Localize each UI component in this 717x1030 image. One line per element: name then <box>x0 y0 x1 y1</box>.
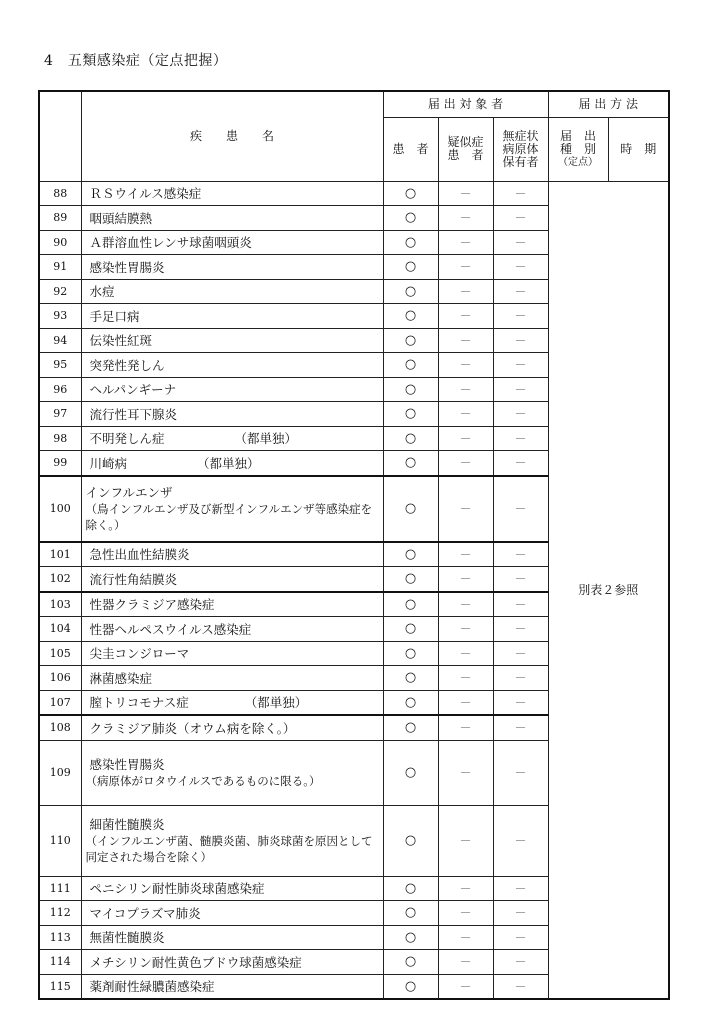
suspected-mark: － <box>438 255 493 280</box>
carrier-mark: － <box>493 901 548 926</box>
disease-note: （インフルエンザ菌、髄膜炎菌、肺炎球菌を原因として同定された場合を除く） <box>85 833 373 864</box>
patient-mark: ○ <box>383 542 438 567</box>
patient-mark: ○ <box>383 974 438 999</box>
row-number: 101 <box>39 542 81 567</box>
disease-name: 性器ヘルペスウイルス感染症 <box>89 621 252 637</box>
patient-mark: ○ <box>383 206 438 231</box>
disease-name-cell <box>81 805 383 876</box>
disease-name: 突発性発しん <box>89 357 165 373</box>
suspected-mark: － <box>438 805 493 876</box>
method-note: 別表２参照 <box>548 181 669 999</box>
carrier-mark: － <box>493 592 548 617</box>
suspected-mark: － <box>438 402 493 427</box>
carrier-mark: － <box>493 353 548 378</box>
disease-name-cell <box>81 255 383 280</box>
suspected-mark: － <box>438 328 493 353</box>
patient-mark: ○ <box>383 255 438 280</box>
row-number: 115 <box>39 974 81 999</box>
disease-name-cell <box>81 715 383 740</box>
disease-name-cell <box>81 592 383 617</box>
carrier-mark: － <box>493 666 548 691</box>
report-type-line2: 種 別 <box>559 141 596 156</box>
suspected-mark: － <box>438 666 493 691</box>
row-number: 102 <box>39 567 81 592</box>
disease-name: マイコプラズマ肺炎 <box>89 905 201 921</box>
disease-name: ＲＳウイルス感染症 <box>89 186 202 202</box>
row-number: 110 <box>39 805 81 876</box>
patient-mark: ○ <box>383 426 438 451</box>
disease-name: 淋菌感染症 <box>89 670 153 686</box>
disease-name-cell <box>81 666 383 691</box>
patient-mark: ○ <box>383 805 438 876</box>
disease-name: 感染性胃腸炎 <box>89 756 165 772</box>
disease-name-cell <box>81 230 383 255</box>
disease-name-cell <box>81 402 383 427</box>
row-number: 108 <box>39 715 81 740</box>
disease-name-cell <box>81 690 383 715</box>
row-number: 107 <box>39 690 81 715</box>
row-number: 90 <box>39 230 81 255</box>
carrier-mark: － <box>493 279 548 304</box>
row-number: 91 <box>39 255 81 280</box>
suspected-mark: － <box>438 230 493 255</box>
row-number: 96 <box>39 377 81 402</box>
carrier-mark: － <box>493 230 548 255</box>
patient-mark: ○ <box>383 617 438 642</box>
disease-name-cell <box>81 641 383 666</box>
disease-note: （病原体がロタウイルスであるものに限る。） <box>85 773 321 788</box>
carrier-mark: － <box>493 542 548 567</box>
suspected-mark: － <box>438 476 493 542</box>
disease-name: 尖圭コンジローマ <box>89 646 190 662</box>
patient-mark: ○ <box>383 666 438 691</box>
disease-name-cell <box>81 476 383 542</box>
carrier-mark: － <box>493 690 548 715</box>
num-header <box>39 91 81 181</box>
report-type-header <box>548 117 608 181</box>
carrier-mark: － <box>493 715 548 740</box>
row-number: 95 <box>39 353 81 378</box>
carrier-mark: － <box>493 567 548 592</box>
suspected-mark: － <box>438 377 493 402</box>
disease-name-cell <box>81 426 383 451</box>
disease-name: ペニシリン耐性肺炎球菌感染症 <box>89 881 265 897</box>
patient-mark: ○ <box>383 567 438 592</box>
carrier-mark: － <box>493 641 548 666</box>
carrier-mark: － <box>493 740 548 805</box>
disease-name: 水痘 <box>89 284 115 300</box>
disease-name-cell <box>81 451 383 476</box>
suspected-mark: － <box>438 925 493 950</box>
row-number: 94 <box>39 328 81 353</box>
disease-name-cell <box>81 353 383 378</box>
carrier-mark: － <box>493 181 548 206</box>
row-number: 104 <box>39 617 81 642</box>
patient-mark: ○ <box>383 377 438 402</box>
suspected-mark: － <box>438 617 493 642</box>
disease-name: 流行性角結膜炎 <box>89 571 178 587</box>
disease-name-cell <box>81 740 383 805</box>
disease-name-cell <box>81 567 383 592</box>
disease-name: Ａ群溶血性レンサ球菌咽頭炎 <box>89 235 252 251</box>
patient-mark: ○ <box>383 715 438 740</box>
carrier-mark: － <box>493 255 548 280</box>
patient-mark: ○ <box>383 876 438 901</box>
patient-mark: ○ <box>383 451 438 476</box>
carrier-mark: － <box>493 876 548 901</box>
region-tag: （都単独） <box>244 695 308 711</box>
suspected-mark: － <box>438 181 493 206</box>
disease-name-cell <box>81 206 383 231</box>
report-type-line1: 届 出 <box>559 128 596 143</box>
disease-name: 流行性耳下腺炎 <box>89 406 178 422</box>
disease-name-cell <box>81 901 383 926</box>
suspected-mark: － <box>438 641 493 666</box>
carrier-mark: － <box>493 950 548 975</box>
suspected-mark: － <box>438 567 493 592</box>
patient-mark: ○ <box>383 690 438 715</box>
disease-name-header: 疾 患 名 <box>81 91 383 181</box>
method-group-header: 届 出 方 法 <box>548 91 669 117</box>
carrier-mark: － <box>493 377 548 402</box>
row-number: 112 <box>39 901 81 926</box>
carrier-mark: － <box>493 402 548 427</box>
suspected-header: 疑似症 患 者 <box>438 117 493 181</box>
row-number: 100 <box>39 476 81 542</box>
suspected-mark: － <box>438 206 493 231</box>
carrier-mark: － <box>493 426 548 451</box>
row-number: 105 <box>39 641 81 666</box>
disease-name-cell <box>81 279 383 304</box>
carrier-mark: － <box>493 925 548 950</box>
carrier-mark: － <box>493 451 548 476</box>
disease-name: 咽頭結膜熱 <box>89 210 153 226</box>
suspected-mark: － <box>438 901 493 926</box>
disease-name: 膣トリコモナス症 <box>89 695 189 711</box>
row-number: 89 <box>39 206 81 231</box>
suspected-mark: － <box>438 690 493 715</box>
suspected-mark: － <box>438 451 493 476</box>
disease-name: 伝染性紅斑 <box>89 333 153 349</box>
carrier-mark: － <box>493 974 548 999</box>
disease-name: 川崎病 <box>89 455 128 471</box>
patient-mark: ○ <box>383 950 438 975</box>
row-number: 93 <box>39 304 81 329</box>
suspected-mark: － <box>438 426 493 451</box>
suspected-mark: － <box>438 279 493 304</box>
patient-mark: ○ <box>383 641 438 666</box>
disease-name: インフルエンザ <box>85 484 173 500</box>
patient-mark: ○ <box>383 740 438 805</box>
disease-name: 無菌性髄膜炎 <box>89 930 165 946</box>
suspected-mark: － <box>438 592 493 617</box>
patient-mark: ○ <box>383 925 438 950</box>
target-group-header: 届 出 対 象 者 <box>383 91 548 117</box>
disease-name-cell <box>81 304 383 329</box>
patient-mark: ○ <box>383 304 438 329</box>
row-number: 103 <box>39 592 81 617</box>
disease-name-cell <box>81 542 383 567</box>
disease-name-cell <box>81 181 383 206</box>
row-number: 106 <box>39 666 81 691</box>
patient-mark: ○ <box>383 328 438 353</box>
table-row <box>39 181 669 206</box>
row-number: 88 <box>39 181 81 206</box>
carrier-header: 無症状 病原体 保有者 <box>493 117 548 181</box>
carrier-mark: － <box>493 617 548 642</box>
disease-name: 不明発しん症 <box>89 431 165 447</box>
suspected-mark: － <box>438 542 493 567</box>
patient-mark: ○ <box>383 592 438 617</box>
patient-mark: ○ <box>383 279 438 304</box>
carrier-mark: － <box>493 206 548 231</box>
suspected-mark: － <box>438 950 493 975</box>
disease-name: 急性出血性結膜炎 <box>89 547 190 563</box>
disease-name: 感染性胃腸炎 <box>89 259 165 275</box>
report-type-line3: （定点） <box>558 156 598 168</box>
patient-header: 患 者 <box>383 117 438 181</box>
suspected-mark: － <box>438 715 493 740</box>
disease-name-cell <box>81 950 383 975</box>
patient-mark: ○ <box>383 901 438 926</box>
row-number: 113 <box>39 925 81 950</box>
suspected-mark: － <box>438 304 493 329</box>
suspected-mark: － <box>438 974 493 999</box>
patient-mark: ○ <box>383 230 438 255</box>
row-number: 97 <box>39 402 81 427</box>
carrier-mark: － <box>493 476 548 542</box>
disease-name-cell <box>81 377 383 402</box>
suspected-mark: － <box>438 353 493 378</box>
disease-table <box>38 90 670 1000</box>
disease-rows <box>39 181 669 999</box>
carrier-mark: － <box>493 304 548 329</box>
patient-mark: ○ <box>383 353 438 378</box>
region-tag: （都単独） <box>197 455 260 471</box>
row-number: 114 <box>39 950 81 975</box>
disease-name: 手足口病 <box>89 308 140 324</box>
disease-name-cell <box>81 925 383 950</box>
carrier-mark: － <box>493 328 548 353</box>
row-number: 98 <box>39 426 81 451</box>
carrier-mark: － <box>493 805 548 876</box>
suspected-mark: － <box>438 876 493 901</box>
row-number: 111 <box>39 876 81 901</box>
disease-name: クラミジア肺炎（オウム病を除く。） <box>89 720 296 736</box>
disease-note: （鳥インフルエンザ及び新型インフルエンザ等感染症を除く。） <box>85 501 373 532</box>
page-title: 4 五類感染症（定点把握） <box>44 53 228 69</box>
disease-name: 細菌性髄膜炎 <box>89 816 165 832</box>
suspected-mark: － <box>438 740 493 805</box>
patient-mark: ○ <box>383 476 438 542</box>
patient-mark: ○ <box>383 402 438 427</box>
region-tag: （都単独） <box>234 431 298 447</box>
disease-name: 薬剤耐性緑膿菌感染症 <box>89 979 215 995</box>
row-number: 109 <box>39 740 81 805</box>
disease-name-cell <box>81 617 383 642</box>
disease-name-cell <box>81 974 383 999</box>
patient-mark: ○ <box>383 181 438 206</box>
row-number: 99 <box>39 451 81 476</box>
row-number: 92 <box>39 279 81 304</box>
disease-name: 性器クラミジア感染症 <box>89 597 215 613</box>
disease-name-cell <box>81 328 383 353</box>
disease-name: ヘルパンギーナ <box>89 382 177 398</box>
timing-header: 時 期 <box>608 117 669 181</box>
disease-name-cell <box>81 876 383 901</box>
disease-name: メチシリン耐性黄色ブドウ球菌感染症 <box>89 954 302 970</box>
